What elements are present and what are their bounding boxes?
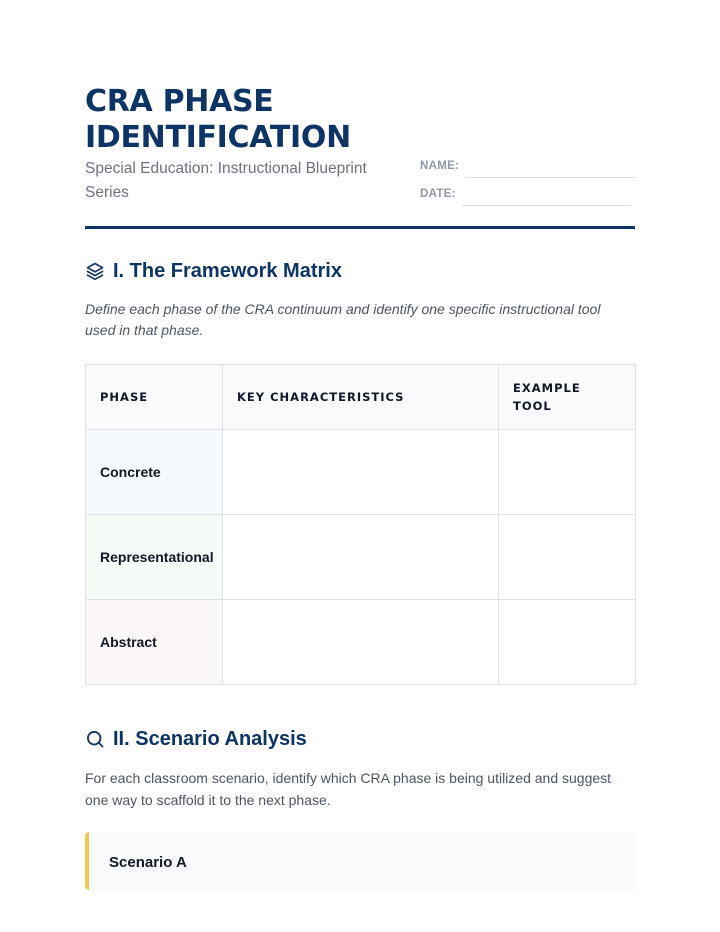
- column-header-characteristics: KEY CHARACTERISTICS: [223, 365, 499, 430]
- section-scenario-heading: [85, 726, 307, 752]
- tool-cell[interactable]: [499, 515, 636, 600]
- column-header-phase: PHASE: [86, 365, 223, 430]
- date-label: DATE:: [420, 188, 456, 200]
- section-framework-description: Define each phase of the CRA continuum and identify one specific instructional tool used in that phase.: [85, 301, 601, 338]
- tool-cell[interactable]: [499, 600, 636, 685]
- table-header-row: [86, 365, 636, 430]
- table-row: [86, 515, 636, 600]
- search-icon: [85, 729, 105, 749]
- name-input-line[interactable]: [466, 177, 635, 178]
- phase-cell: Representational: [86, 515, 223, 600]
- characteristics-cell[interactable]: [223, 430, 499, 515]
- section-scenario-description: For each classroom scenario, identify which CRA phase is being utilized and suggest one way to scaffold it to the next phase.: [85, 770, 612, 808]
- phase-cell: Concrete: [86, 430, 223, 515]
- section-scenario-title: II. Scenario Analysis: [113, 727, 307, 750]
- date-input-line[interactable]: [462, 205, 631, 206]
- section-framework-heading: [85, 258, 342, 284]
- scenario-title: Scenario A: [109, 854, 187, 871]
- table-row: [86, 600, 636, 685]
- characteristics-cell[interactable]: [223, 600, 499, 685]
- header-divider: [85, 226, 635, 229]
- scenario-card: [85, 832, 635, 890]
- phase-cell: Abstract: [86, 600, 223, 685]
- characteristics-cell[interactable]: [223, 515, 499, 600]
- worksheet-page: [85, 0, 635, 932]
- framework-matrix-table: [85, 364, 636, 685]
- name-label: NAME:: [420, 160, 460, 172]
- layers-icon: [85, 261, 105, 281]
- tool-cell[interactable]: [499, 430, 636, 515]
- name-field[interactable]: [420, 158, 635, 178]
- table-row: [86, 430, 636, 515]
- section-framework-title: I. The Framework Matrix: [113, 259, 342, 282]
- page-title: CRA PHASE IDENTIFICATION: [85, 84, 351, 155]
- page-subtitle: Special Education: Instructional Blueprint Series: [85, 160, 367, 201]
- date-field[interactable]: [420, 186, 635, 206]
- column-header-tool: EXAMPLE TOOL: [499, 365, 636, 430]
